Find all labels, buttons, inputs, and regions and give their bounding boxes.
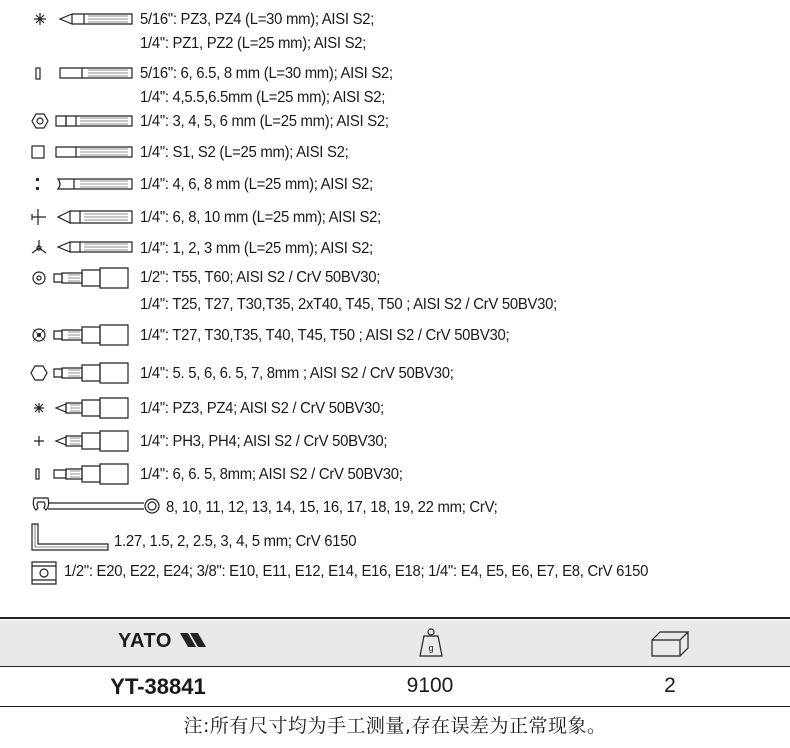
pz-socket-bit-icon [28, 396, 136, 420]
table-mid-rule [0, 666, 790, 667]
slotted-socket-bit-icon [28, 462, 136, 486]
brand-name: YATO [118, 630, 172, 652]
spec-text: 5/16": 6, 6.5, 8 mm (L=30 mm); AISI S2; [140, 65, 393, 82]
square-bit-icon [28, 142, 136, 162]
spec-text: 1/4": 3, 4, 5, 6 mm (L=25 mm); AISI S2; [140, 113, 389, 130]
ph-socket-bit-icon [28, 429, 136, 453]
hex-socket-bit-icon [28, 361, 136, 385]
spec-text: 1/4": PZ1, PZ2 (L=25 mm); AISI S2; [140, 35, 367, 52]
slotted-bit-icon [32, 63, 136, 83]
e-torx-socket-icon [28, 558, 64, 586]
spec-text: 1/4": 6, 6. 5, 8mm; AISI S2 / CrV 50BV30; [140, 466, 403, 483]
brand-logo [88, 630, 238, 653]
weight-unit-label: g [428, 643, 434, 653]
hex-bit-icon [28, 111, 136, 131]
spec-text: 1/4": 4, 6, 8 mm (L=25 mm); AISI S2; [140, 176, 374, 193]
spec-text: 5/16": PZ3, PZ4 (L=30 mm); AISI S2; [140, 11, 375, 28]
spec-text: 8, 10, 11, 12, 13, 14, 15, 16, 17, 18, 19, 22 mm; CrV; [166, 499, 498, 516]
spec-text: 1/4": PZ3, PZ4; AISI S2 / CrV 50BV30; [140, 400, 384, 417]
package-box-icon [650, 630, 692, 658]
spec-text: 1/4": S1, S2 (L=25 mm); AISI S2; [140, 144, 349, 161]
table-bottom-rule [0, 706, 790, 707]
spec-text: 1/4": PH3, PH4; AISI S2 / CrV 50BV30; [140, 433, 388, 450]
spec-text: 1/4": T25, T27, T30,T35, 2xT40, T45, T50 ; AISI S2 / CrV 50BV30; [140, 296, 558, 313]
spec-text: 1/2": T55, T60; AISI S2 / CrV 50BV30; [140, 269, 381, 286]
quantity-value: 2 [664, 674, 676, 697]
spanner-bit-icon [28, 174, 136, 194]
spec-text: 1.27, 1.5, 2, 2.5, 3, 4, 5 mm; CrV 6150 [114, 533, 357, 550]
spec-text: 1/2": E20, E22, E24; 3/8": E10, E11, E12, E14, E16, E18; 1/4": E4, E5, E6, E7, E8, CrV 6150 [64, 563, 649, 580]
spec-text: 1/4": 4,5.5,6.5mm (L=25 mm); AISI S2; [140, 89, 386, 106]
torx-tamper-socket-bit-icon [28, 323, 136, 347]
weight-value: 9100 [406, 674, 454, 697]
hex-key-icon [28, 522, 114, 552]
table-top-rule [0, 617, 790, 619]
combination-wrench-icon [28, 494, 162, 518]
spec-text: 1/4": T27, T30,T35, T40, T45, T50 ; AISI S2 / CrV 50BV30; [140, 327, 510, 344]
yato-logo-mark-icon [178, 631, 208, 649]
spec-text: 1/4": 6, 8, 10 mm (L=25 mm); AISI S2; [140, 209, 382, 226]
spec-text: 1/4": 5. 5, 6, 6. 5, 7, 8mm ; AISI S2 / CrV 50BV30; [140, 365, 454, 382]
cross-bit-icon [28, 206, 136, 228]
spec-text: 1/4": 1, 2, 3 mm (L=25 mm); AISI S2; [140, 240, 374, 257]
weight-g-icon [418, 627, 444, 659]
pozidriv-bit-icon [32, 9, 136, 29]
tri-wing-bit-icon [28, 237, 136, 257]
measurement-note: 注:所有尺寸均为手工测量,存在误差为正常现象。 [183, 715, 607, 737]
torx-socket-bit-icon [28, 266, 136, 290]
model-number: YT-38841 [110, 674, 206, 699]
